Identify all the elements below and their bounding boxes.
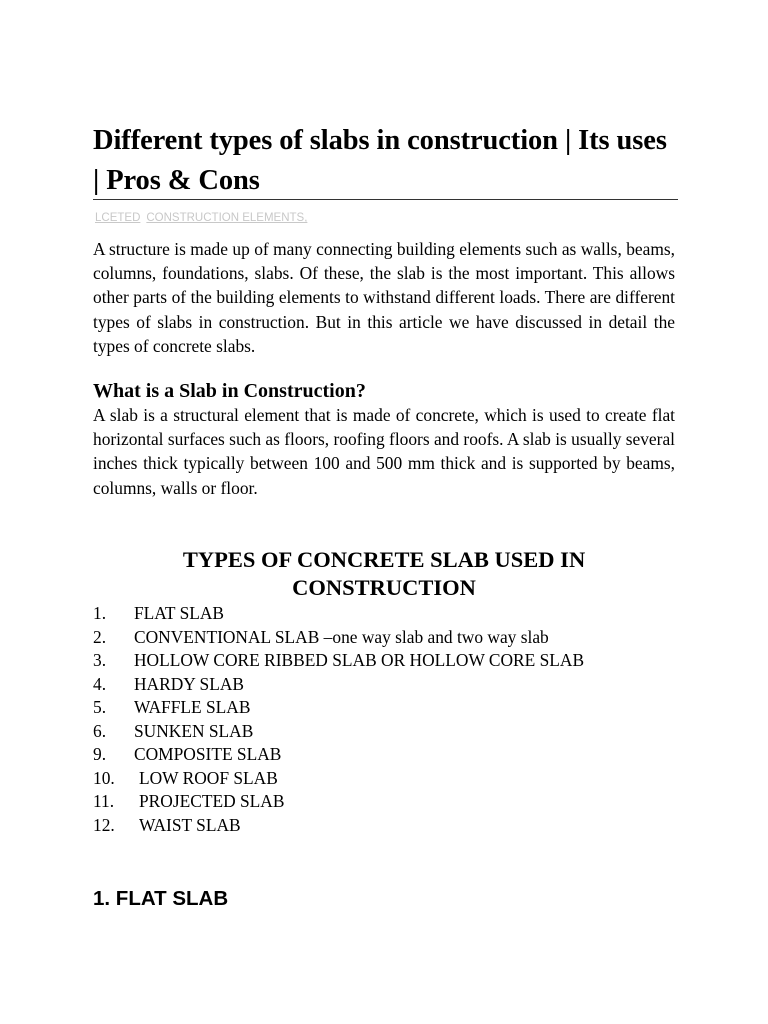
- list-item-text: WAFFLE SLAB: [134, 697, 251, 717]
- list-item: [93, 649, 678, 673]
- list-item: [93, 696, 678, 720]
- slab-types-list: [93, 602, 678, 837]
- list-item-number: 10.: [93, 767, 115, 788]
- tag-link-construction-elements[interactable]: CONSTRUCTION ELEMENTS,: [146, 212, 308, 224]
- list-item-number: 1.: [93, 603, 107, 623]
- list-item-text: SUNKEN SLAB: [134, 720, 254, 741]
- slab-definition-paragraph: A slab is a structural element that is made of concrete, which is used to create flat horizontal surfaces such as floors, roofing floors and roofs. A slab is usually several inches thick typically between 100 and 500 mm thick and is supported by beams, columns, walls or floor.: [93, 405, 675, 498]
- tag-link-lceted[interactable]: LCETED: [95, 212, 141, 224]
- list-item-text: HARDY SLAB: [134, 673, 244, 694]
- list-item-text: HOLLOW CORE RIBBED SLAB OR HOLLOW CORE SLAB: [134, 650, 585, 670]
- list-item: [93, 673, 678, 697]
- intro-paragraph: A structure is made up of many connecting building elements such as walls, beams, columns, foundations, slabs. Of these, the slab is the most important. This allows other parts of the building elements to withstand different loads. There are different types of slabs in construction. But in this article we have discussed in detail the types of concrete slabs.: [93, 239, 675, 356]
- list-item-text: COMPOSITE SLAB: [134, 744, 282, 764]
- list-item: [93, 767, 678, 791]
- list-item: [93, 626, 678, 650]
- list-item-number: 4.: [93, 673, 107, 694]
- list-item-text: PROJECTED SLAB: [139, 791, 285, 811]
- tag-links: [95, 211, 307, 225]
- list-item-number: 3.: [93, 650, 107, 670]
- list-item-number: 6.: [93, 720, 107, 741]
- list-item: [93, 790, 678, 814]
- article-title: Different types of slabs in construction | Its uses | Pros & Cons: [93, 125, 667, 196]
- list-item-number: 11.: [93, 791, 115, 811]
- section-heading-flat-slab: 1. FLAT SLAB: [93, 887, 229, 910]
- list-item-number: 2.: [93, 626, 107, 647]
- list-item-text: LOW ROOF SLAB: [139, 767, 278, 788]
- list-item-number: 5.: [93, 697, 107, 717]
- list-item: [93, 814, 678, 838]
- list-item-text: CONVENTIONAL SLAB –one way slab and two way slab: [134, 626, 549, 647]
- list-item-text: FLAT SLAB: [134, 603, 225, 623]
- title-divider: [93, 199, 678, 200]
- list-item: [93, 720, 678, 744]
- list-item-number: 9.: [93, 744, 107, 764]
- section-heading-what-is-slab: What is a Slab in Construction?: [93, 380, 366, 402]
- list-item: [93, 743, 678, 767]
- list-item-number: 12.: [93, 814, 115, 835]
- list-item-text: WAIST SLAB: [139, 814, 241, 835]
- types-heading: TYPES OF CONCRETE SLAB USED IN CONSTRUCTION: [182, 547, 586, 600]
- list-item: [93, 602, 678, 626]
